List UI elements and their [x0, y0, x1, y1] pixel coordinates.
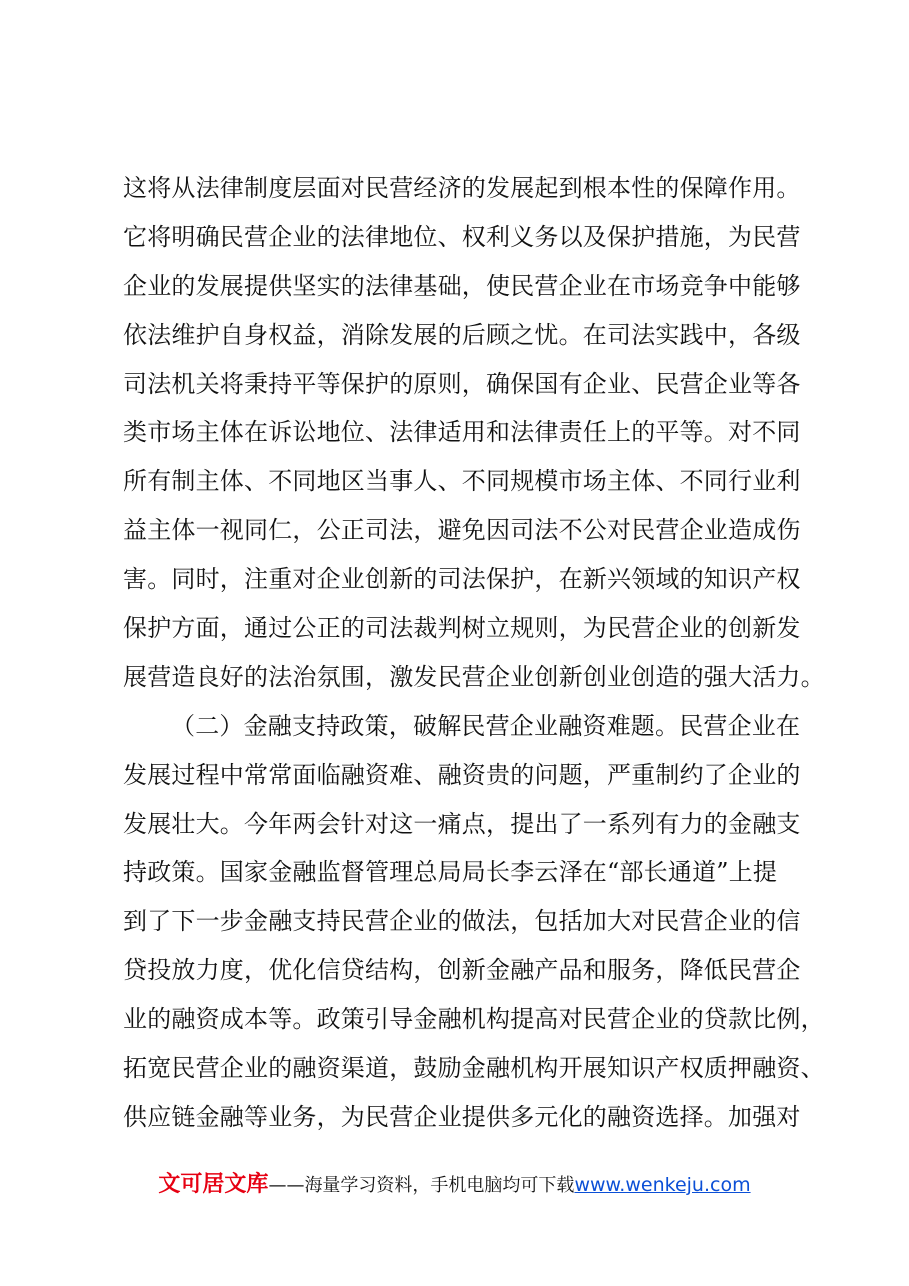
text-line-6: 类市场主体在诉讼地位、法律适用和法律责任上的平等。对不同 [123, 418, 801, 447]
section-heading-line: （二）金融支持政策，破解民营企业融资难题。民营企业在 [171, 711, 801, 740]
text-line-7: 所有制主体、不同地区当事人、不同规模市场主体、不同行业利 [123, 467, 801, 496]
text-line-8: 益主体一视同仁，公正司法，避免因司法不公对民营企业造成伤 [123, 516, 801, 545]
text-line-4: 依法维护自身权益，消除发展的后顾之忧。在司法实践中，各级 [123, 320, 801, 349]
text-line-5: 司法机关将秉持平等保护的原则，确保国有企业、民营企业等各 [123, 369, 801, 398]
text-line-2: 它将明确民营企业的法律地位、权利义务以及保护措施，为民营 [123, 222, 801, 251]
text-line-18: 业的融资成本等。政策引导金融机构提高对民营企业的贷款比例， [123, 1005, 825, 1034]
footer-tagline: ——海量学习资料，手机电脑均可下载 [268, 1175, 575, 1196]
text-line-16: 到了下一步金融支持民营企业的做法，包括加大对民营企业的信 [123, 907, 801, 936]
document-body [123, 164, 825, 1142]
text-line-20: 供应链金融等业务，为民营企业提供多元化的融资选择。加强对 [123, 1102, 801, 1131]
text-line-14: 发展壮大。今年两会针对这一痛点，提出了一系列有力的金融支 [123, 809, 801, 838]
footer-brand: 文可居文库 [158, 1172, 269, 1197]
text-line-19: 拓宽民营企业的融资渠道，鼓励金融机构开展知识产权质押融资、 [123, 1054, 825, 1083]
text-line-17: 贷投放力度，优化信贷结构，创新金融产品和服务，降低民营企 [123, 956, 801, 985]
text-line-3: 企业的发展提供坚实的法律基础，使民营企业在市场竞争中能够 [123, 271, 801, 300]
text-line-1: 这将从法律制度层面对民营经济的发展起到根本性的保障作用。 [123, 174, 801, 202]
text-line-15: 持政策。国家金融监督管理总局局长李云泽在“部长通道”上提 [123, 858, 778, 887]
page-footer [0, 1168, 909, 1202]
text-line-13: 发展过程中常常面临融资难、融资贵的问题，严重制约了企业的 [123, 760, 801, 789]
text-line-9: 害。同时，注重对企业创新的司法保护，在新兴领域的知识产权 [123, 565, 801, 594]
text-line-10: 保护方面，通过公正的司法裁判树立规则，为民营企业的创新发 [123, 614, 801, 643]
text-line-11: 展营造良好的法治氛围，激发民营企业创新创业创造的强大活力。 [123, 662, 825, 691]
footer-website-link[interactable]: www.wenkeju.com [574, 1174, 751, 1196]
